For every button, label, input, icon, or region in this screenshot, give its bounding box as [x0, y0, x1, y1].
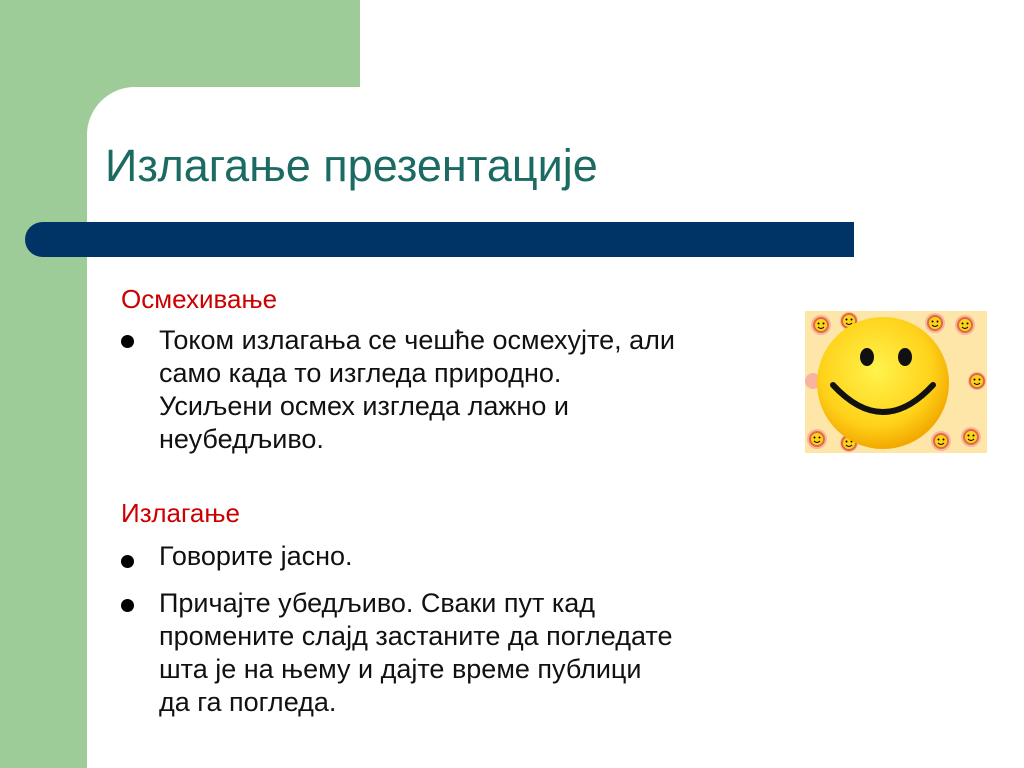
- bullet-speak-clearly-text: Говорите јасно.: [159, 541, 353, 571]
- section-heading-smiling: Осмехивање: [121, 284, 278, 314]
- bullet-smiling-text: Током излагања се чешће осмехујте, али само када то изгледа природно. Усиљени осмех изгледа лажно и неубедљиво.: [159, 325, 675, 454]
- bullet-marker: [121, 555, 134, 568]
- bullet-marker: [121, 335, 134, 348]
- section-heading-presenting: Излагање: [121, 498, 240, 528]
- smiley-face-image: [805, 311, 987, 453]
- smiley-face-icon: [805, 311, 987, 453]
- bullet-speak-convincingly-text: Причајте убедљиво. Сваки пут кад промените слајд застаните да погледате шта је на њему и дајте време публици да га погледа.: [159, 588, 673, 717]
- bullet-marker: [121, 599, 134, 612]
- slide-title: Излагање презентације: [105, 140, 598, 191]
